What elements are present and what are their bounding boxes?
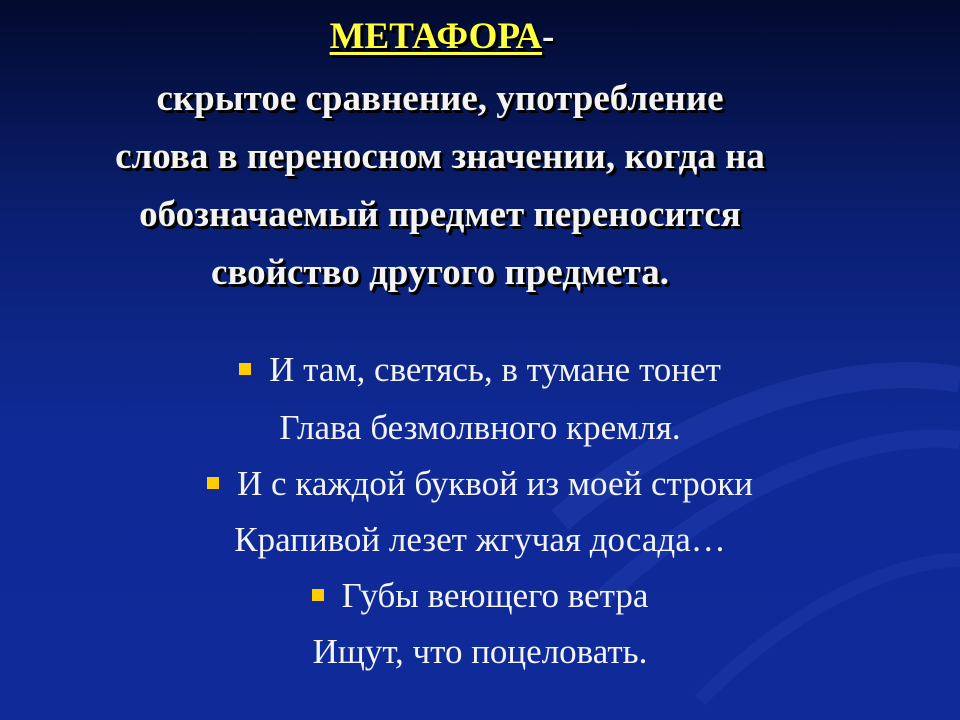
bullet-icon xyxy=(312,589,324,601)
bullet-icon xyxy=(239,363,251,375)
poem-1-line-1 xyxy=(0,352,960,387)
poem-3-line-2: Ищут, что поцеловать. xyxy=(312,632,648,671)
title-line-2: слова в переносном значении, когда на xyxy=(115,136,765,177)
title-line-1: скрытое сравнение, употребление xyxy=(156,78,724,119)
title-dash: - xyxy=(542,16,555,57)
poem-2-line-1 xyxy=(0,466,960,501)
title-line-3: обозначаемый предмет переносится xyxy=(139,194,741,235)
title-term: МЕТАФОРА xyxy=(329,16,543,57)
poem-3-line-1 xyxy=(0,578,960,613)
poem-1-line-2: Глава безмолвного кремля. xyxy=(279,408,681,447)
poem-2-line-2: Крапивой лезет жгучая досада… xyxy=(234,520,726,559)
title-line-4: свойство другого предмета. xyxy=(211,252,669,293)
poem-2-text-1: И с каждой буквой из моей строки xyxy=(237,464,753,503)
poem-3-text-1: Губы веющего ветра xyxy=(341,576,649,615)
title-term-line xyxy=(0,18,884,55)
bullet-icon xyxy=(207,477,219,489)
poem-1-text-1: И там, светясь, в тумане тонет xyxy=(269,350,721,389)
